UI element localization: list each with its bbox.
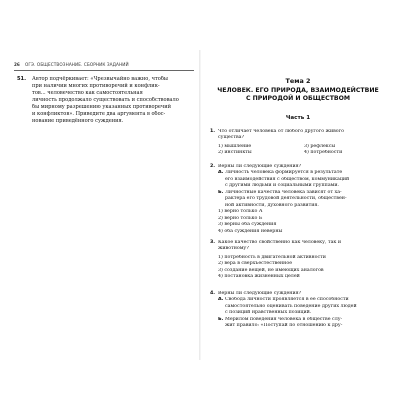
statement-text: Свобода личности проявляется в её способности — [225, 297, 349, 303]
question-stem-line: Какое качество свойственно как человеку, так и — [218, 240, 342, 245]
question-3 — [210, 240, 390, 281]
statement-a-line: с позиций нравственных позиций. — [225, 310, 312, 316]
book-gutter — [199, 50, 201, 360]
answer-option: 2) вера в сверхъестественное — [218, 261, 293, 267]
question-number: 51. — [17, 76, 27, 82]
topic-label: Тема 2 — [285, 77, 311, 85]
topic-title-line: ЧЕЛОВЕК. ЕГО ПРИРОДА, ВЗАИМОДЕЙСТВИЕ — [217, 87, 379, 94]
answer-option: 1) потребность в двигательной активности — [218, 254, 326, 260]
topic-title-line: С ПРИРОДОЙ И ОБЩЕСТВОМ — [245, 94, 351, 102]
text-line: бы мирному разрешению указанных противоречий — [32, 104, 172, 111]
text-line: личность продолжало существовать и способствовало — [32, 97, 179, 104]
question-51 — [17, 76, 188, 125]
answer-options — [218, 144, 390, 157]
statement-text: Личностные качества человека зависят от ха- — [224, 189, 342, 195]
topic-title — [203, 87, 393, 102]
question-stem-line: существа? — [218, 135, 245, 141]
answer-option: 2) инстинкты — [218, 150, 252, 156]
answer-option: 1) верно только А — [218, 209, 263, 215]
question-2 — [210, 164, 390, 235]
text-line: при наличии многих противоречий и конфлик- — [32, 83, 160, 90]
question-4 — [210, 291, 390, 330]
statement-b-letter: Б. — [218, 316, 224, 322]
question-1 — [210, 129, 390, 157]
question-stem-line: животному? — [218, 246, 249, 252]
question-number: 3. — [210, 240, 216, 245]
question-stem-line: Что отличает человека от любого другого живого — [218, 129, 344, 134]
statement-a-line: его взаимодействия с обществом, коммуникаций — [225, 176, 350, 182]
question-text — [32, 76, 188, 125]
text-line: нование приведённого суждения. — [32, 118, 124, 125]
part-label: Часть 1 — [285, 115, 311, 121]
question-number: 4. — [210, 291, 216, 296]
answer-option: 4) потребности — [304, 150, 343, 156]
answer-option: 3) верны оба суждения — [218, 222, 277, 228]
statement-b-letter: Б. — [218, 189, 224, 195]
statement-text: Мерилом поведения человека в обществе слу- — [224, 316, 343, 322]
answer-option: 4) постановка жизненных целей — [218, 274, 300, 280]
question-stem-line: Верны ли следующие суждения? — [218, 164, 302, 169]
answer-option: 2) верно только Б — [218, 215, 263, 221]
statement-b-line: рактера его трудовой деятельности, обществен- — [225, 196, 347, 202]
question-stem-line: Верны ли следующие суждения? — [218, 291, 302, 296]
page-number: 26 — [14, 62, 20, 67]
question-number: 2. — [210, 164, 216, 169]
text-line: тов... человечество как самостоятельная — [32, 90, 143, 97]
statement-b-line: жит правило: «Поступай по отношению к дру- — [225, 323, 343, 329]
text-line: и конфликтов». Приведите два аргумента в обос- — [32, 111, 166, 118]
statement-text: Личность человека формируется в результате — [225, 170, 343, 176]
answer-option: 3) рефлексы — [304, 143, 336, 149]
answer-option: 3) создание вещей, не имеющих аналогов — [218, 267, 324, 273]
running-head — [14, 61, 194, 71]
question-number: 1. — [210, 129, 216, 134]
text-line: Автор подчёркивает: «Чрезвычайно важно, чтобы — [32, 76, 168, 82]
statement-b-line: ной активности, духовного развития. — [225, 202, 319, 208]
answer-option: 4) оба суждения неверны — [218, 228, 283, 234]
answer-option: 1) мышление — [218, 143, 252, 149]
statement-a-line: с другими людьми и социальными группами. — [225, 183, 340, 189]
statement-a-line: самостоятельно оценивать поведение других людей — [225, 303, 357, 309]
statement-a-letter: А. — [218, 170, 224, 176]
running-title: ОГЭ. ОБЩЕСТВОЗНАНИЕ. СБОРНИК ЗАДАНИЙ — [25, 62, 129, 67]
statement-a-letter: А. — [218, 297, 224, 303]
